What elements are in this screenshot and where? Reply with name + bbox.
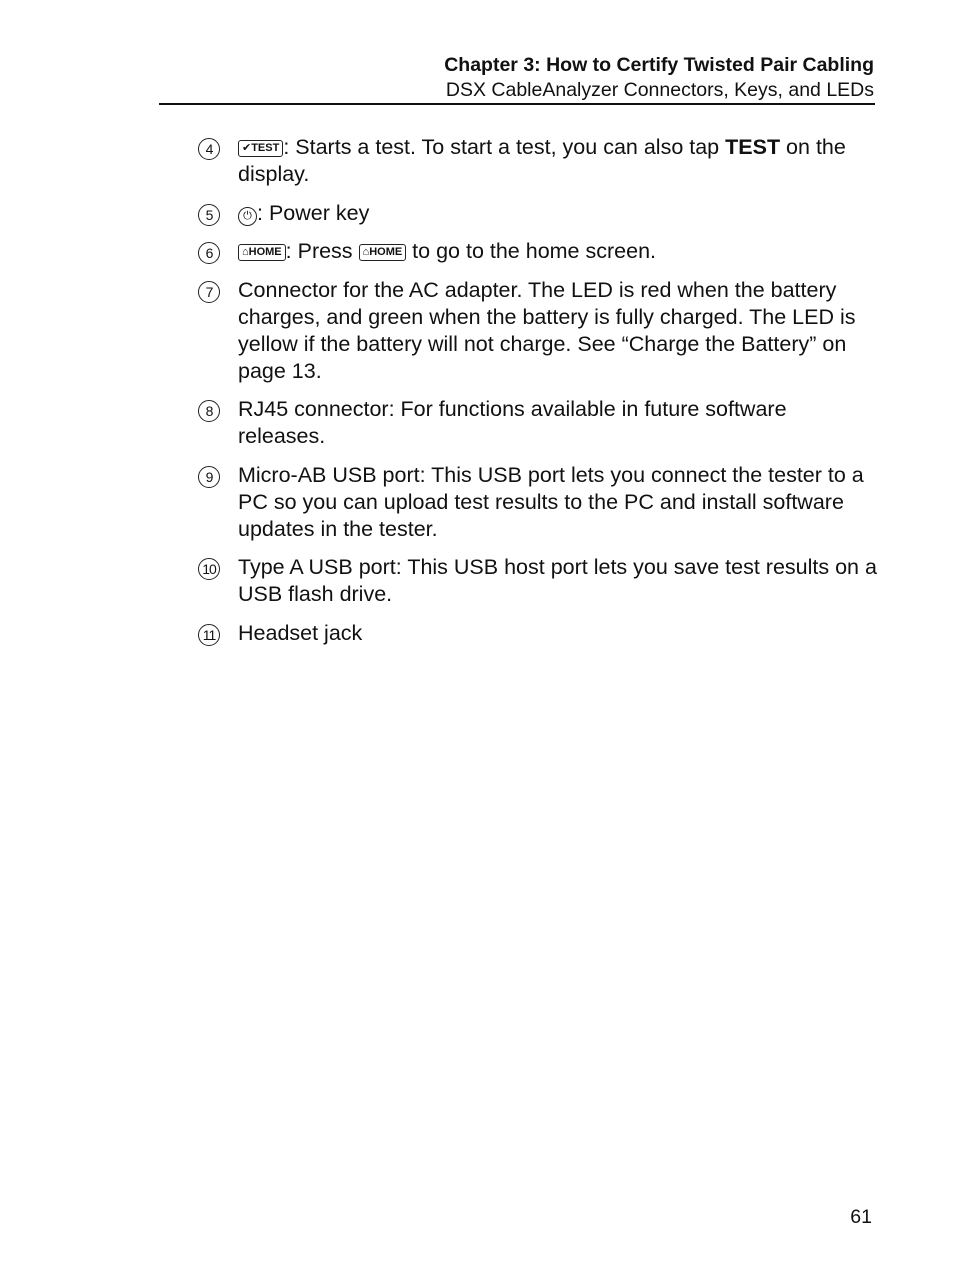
- list-item-7: [198, 277, 878, 384]
- list-item-9: [198, 462, 878, 542]
- item-text-part: : Starts a test. To start a test, you can also tap: [283, 135, 726, 159]
- callout-number: 11: [198, 624, 220, 646]
- item-text-part: on the display.: [238, 135, 846, 186]
- item-text: [238, 238, 878, 265]
- callout-number: 7: [198, 281, 220, 303]
- page-header: [444, 52, 874, 103]
- item-text: [238, 200, 878, 227]
- list-item-4: [198, 134, 878, 188]
- page-number: 61: [850, 1206, 872, 1228]
- item-text-part: : Press: [285, 239, 359, 264]
- chapter-title: Chapter 3: How to Certify Twisted Pair Cabling: [444, 54, 874, 76]
- power-key-icon: ⏻: [238, 207, 257, 226]
- item-text: Headset jack: [238, 620, 363, 645]
- home-key-icon: ⌂HOME: [238, 244, 286, 261]
- item-text: Type A USB port: This USB host port lets you save test results on a USB flash drive.: [238, 555, 877, 607]
- list-item-5: [198, 200, 878, 227]
- list-item-11: [198, 620, 878, 647]
- callout-number: 8: [198, 400, 220, 422]
- list-item-8: [198, 396, 878, 450]
- callout-number: 9: [198, 466, 220, 488]
- bold-term: TEST: [725, 135, 781, 159]
- callout-number: 6: [198, 242, 220, 264]
- header-rule: [159, 103, 875, 105]
- section-title: DSX CableAnalyzer Connectors, Keys, and LEDs: [445, 79, 874, 101]
- item-text: Connector for the AC adapter. The LED is red when the battery charges, and green when the battery is fully charged. The LED is yellow if the battery will not charge. See “Charge the Battery” on page 13.: [238, 278, 856, 383]
- home-key-icon: ⌂HOME: [359, 244, 407, 261]
- item-text: Micro-AB USB port: This USB port lets you connect the tester to a PC so you can upload test results to the PC and install software updates in the tester.: [238, 462, 864, 541]
- list-item-6: [198, 238, 878, 265]
- callout-number: 5: [198, 204, 220, 226]
- item-text-part: : Power key: [257, 200, 370, 225]
- connector-key-list: [198, 134, 878, 659]
- callout-number: 10: [198, 558, 220, 580]
- test-key-icon: ✔TEST: [238, 140, 283, 157]
- list-item-10: [198, 554, 878, 608]
- callout-number: 4: [198, 138, 220, 160]
- item-text: RJ45 connector: For functions available in future software releases.: [238, 397, 787, 449]
- item-text-part: to go to the home screen.: [406, 239, 656, 264]
- item-text: [238, 134, 878, 188]
